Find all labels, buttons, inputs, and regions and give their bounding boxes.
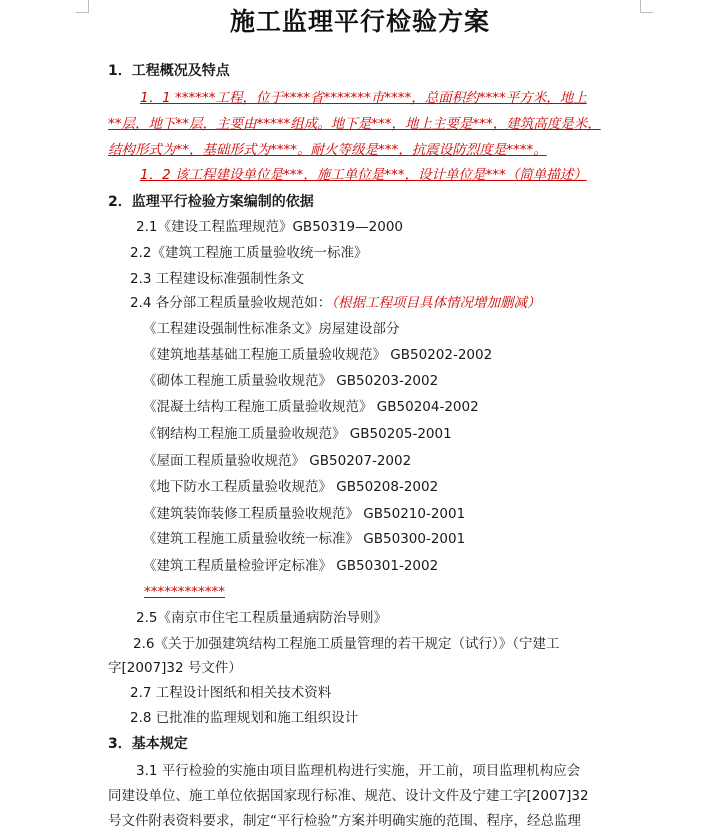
basis-item-2-3: 2.3 工程建设标准强制性条文 xyxy=(130,271,305,287)
standard-list-item: 《工程建设强制性标准条文》房屋建设部分 xyxy=(143,321,400,337)
placeholder-stars: ************ xyxy=(144,584,225,600)
overview-paragraph-line-1: 1．1 ******工程，位于****省*******市****，总面积约****平方米，地上 xyxy=(140,90,587,106)
document-title: 施工监理平行检验方案 xyxy=(229,7,490,36)
section-2-heading: 2．监理平行检验方案编制的依据 xyxy=(108,194,314,210)
section-1-heading: 1．工程概况及特点 xyxy=(108,63,230,79)
standard-list-item: 《建筑工程施工质量验收统一标准》 GB50300-2001 xyxy=(143,531,466,547)
basis-item-2-6-line-2: 字[2007]32 号文件） xyxy=(108,660,242,676)
overview-paragraph-line-3: 结构形式为**，基础形式为****。耐火等级是***，抗震设防烈度是****。 xyxy=(108,142,547,158)
standard-list-item: 《混凝土结构工程施工质量验收规范》 GB50204-2002 xyxy=(143,399,479,415)
standard-list-item: 《建筑工程质量检验评定标准》 GB50301-2002 xyxy=(143,558,439,574)
standard-list-item: 《屋面工程质量验收规范》 GB50207-2002 xyxy=(143,453,412,469)
standard-list-item: 《建筑地基基础工程施工质量验收规范》 GB50202-2002 xyxy=(143,347,493,363)
rules-paragraph-line-2: 同建设单位、施工单位依据国家现行标准、规范、设计文件及宁建工字[2007]32 xyxy=(108,788,589,804)
basis-item-2-4 xyxy=(130,294,541,312)
basis-item-2-4-note: （根据工程项目具体情况增加删减） xyxy=(331,295,541,311)
standard-list-item: 《地下防水工程质量验收规范》 GB50208-2002 xyxy=(143,479,439,495)
standard-list-item: 《建筑装饰装修工程质量验收规范》 GB50210-2001 xyxy=(143,506,466,522)
basis-item-2-8: 2.8 已批准的监理规划和施工组织设计 xyxy=(130,710,359,726)
basis-item-2-5: 2.5《南京市住宅工程质量通病防治导则》 xyxy=(136,610,387,626)
rules-paragraph-line-3: 号文件附表资料要求，制定“平行检验”方案并明确实施的范围、程序，经总监理 xyxy=(108,813,581,829)
standard-list-item: 《钢结构工程施工质量验收规范》 GB50205-2001 xyxy=(143,426,452,442)
overview-paragraph-line-2: **层，地下**层，主要由*****组成。地下是***，地上主要是***，建筑高度是米， xyxy=(108,116,601,132)
basis-item-2-4-text: 2.4 各分部工程质量验收规范如： xyxy=(130,295,332,311)
overview-paragraph-2: 1．2 该工程建设单位是***，施工单位是***，设计单位是***（简单描述） xyxy=(140,167,587,183)
section-3-heading: 3．基本规定 xyxy=(108,736,188,752)
basis-item-2-7: 2.7 工程设计图纸和相关技术资料 xyxy=(130,685,332,701)
basis-item-2-1: 2.1《建设工程监理规范》GB50319—2000 xyxy=(136,219,403,235)
basis-item-2-2: 2.2《建筑工程施工质量验收统一标准》 xyxy=(130,245,368,261)
basis-item-2-6-line-1: 2.6《关于加强建筑结构工程施工质量管理的若干规定（试行）》（宁建工 xyxy=(133,636,560,652)
rules-paragraph-line-1: 3.1 平行检验的实施由项目监理机构进行实施，开工前，项目监理机构应会 xyxy=(136,763,581,779)
standard-list-item: 《砌体工程施工质量验收规范》 GB50203-2002 xyxy=(143,373,439,389)
